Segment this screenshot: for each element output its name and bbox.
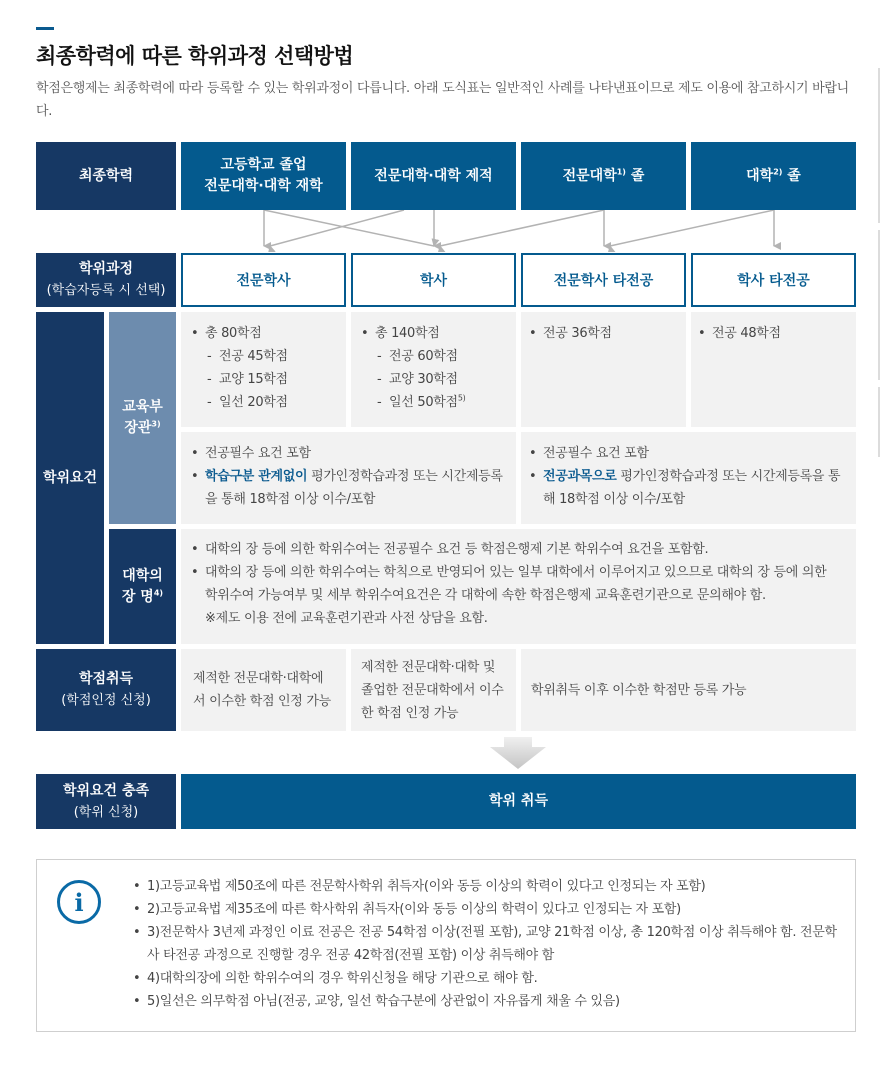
row-label-requirements: 학위요건 [36, 312, 104, 644]
course-bachelor: 학사 [351, 253, 516, 307]
ministry-bachelor-credits: • 총 140학점 - 전공 60학점 - 교양 30학점 - 일선 50학점$^{5)}$ [361, 322, 511, 414]
education-col3: 전문대학$^{1)}$ 졸 [521, 142, 686, 210]
page-title: 최종학력에 따른 학위과정 선택방법 [36, 44, 354, 68]
credit-associate: 제적한 전문대학·대학에서 이수한 학점 인정 가능 [181, 649, 346, 731]
arrow-down-icon [490, 737, 546, 769]
course-associate: 전문학사 [181, 253, 346, 307]
footnote: • 5)일선은 의무학점 아님(전공, 교양, 일선 학습구분에 상관없이 자유롭게 채울 수 있음) [133, 990, 843, 1013]
footnote: • 2)고등교육법 제35조에 따른 학사학위 취득자(이와 동등 이상의 학력이 있다고 인정되는 자 포함) [133, 898, 843, 921]
ministry-bachelor-other-credits: • 전공 48학점 [698, 322, 848, 345]
row-label-met: 학위요건 충족 (학위 신청) [36, 774, 176, 829]
footnote: • 1)고등교육법 제50조에 따른 전문학사학위 취득자(이와 동등 이상의 학력이 있다고 인정되는 자 포함) [133, 875, 843, 898]
credit-bachelor: 제적한 전문대학·대학 및 졸업한 전문대학에서 이수한 학점 인정 가능 [351, 649, 516, 731]
footnote: • 3)전문학사 3년제 과정인 이료 전공은 전공 54학점 이상(전필 포함), 교양 21학점 이상, 총 120학점 이상 취득해야 함. 전문학사 타전공 과정으로 진행할 경우 전공 42학점(전필 포함) 이상 취득해야 함 [133, 921, 843, 967]
intro-text: 학점은행제는 최종학력에 따라 등록할 수 있는 학위과정이 다릅니다. 아래 도식표는 일반적인 사례를 나타낸표이므로 제도 이용에 참고하시기 바랍니다. [36, 81, 849, 119]
row-label-credit: 학점취득 (학점인정 신청) [36, 649, 176, 731]
education-col1: 고등학교 졸업 전문대학·대학 재학 [181, 142, 346, 210]
flow-arrows [0, 210, 880, 252]
ministry-left-bottom-text: • 전공필수 요건 포함 • 학습구분 관계없이 평가인정학습과정 또는 시간제등록을 통해 18학점 이상 이수/포함 [191, 442, 509, 511]
row-label-degree-course: 학위과정 (학습자등록 시 선택) [36, 253, 176, 307]
label-ministry: 교육부 장관$^{3)}$ [109, 312, 176, 524]
ministry-right-bottom-text: • 전공필수 요건 포함 • 전공과목으로 평가인정학습과정 또는 시간제등록을 통해 18학점 이상 이수/포함 [529, 442, 851, 511]
ministry-associate-credits: • 총 80학점 - 전공 45학점 - 교양 15학점 - 일선 20학점 [191, 322, 341, 414]
credit-other-major: 학위취득 이후 이수한 학점만 등록 가능 [521, 649, 856, 731]
label-university: 대학의 장 명$^{4)}$ [109, 529, 176, 644]
row-label-education: 최종학력 [36, 142, 176, 210]
footnotes-box [36, 859, 856, 1032]
education-col4: 대학$^{2)}$ 졸 [691, 142, 856, 210]
title-accent-bar [36, 27, 54, 30]
info-icon: i [57, 880, 101, 924]
education-col2: 전문대학·대학 제적 [351, 142, 516, 210]
course-bachelor-other-major: 학사 타전공 [691, 253, 856, 307]
course-associate-other-major: 전문학사 타전공 [521, 253, 686, 307]
university-text: • 대학의 장 등에 의한 학위수여는 전공필수 요건 등 학점은행제 기본 학위수여 요건을 포함함. • 대학의 장 등에 의한 학위수여는 학칙으로 반영되어 있는 일부 대학에서 이루어지고 있으므로 대학의 장 등에 의한 학위수여 가능여부 및 세부 학위수여요건은 각 대학에 속한 학점은행제 교육훈련기관으로 문의해야 함. ※제도 이용 전에 교육훈련기관과 사전 상담을 요함. [191, 538, 841, 630]
ministry-associate-other-credits: • 전공 36학점 [529, 322, 679, 345]
footnote: • 4)대학의장에 의한 학위수여의 경우 학위신청을 해당 기관으로 해야 함. [133, 967, 843, 990]
degree-acquisition: 학위 취득 [181, 774, 856, 829]
footnotes-list [133, 875, 843, 1013]
